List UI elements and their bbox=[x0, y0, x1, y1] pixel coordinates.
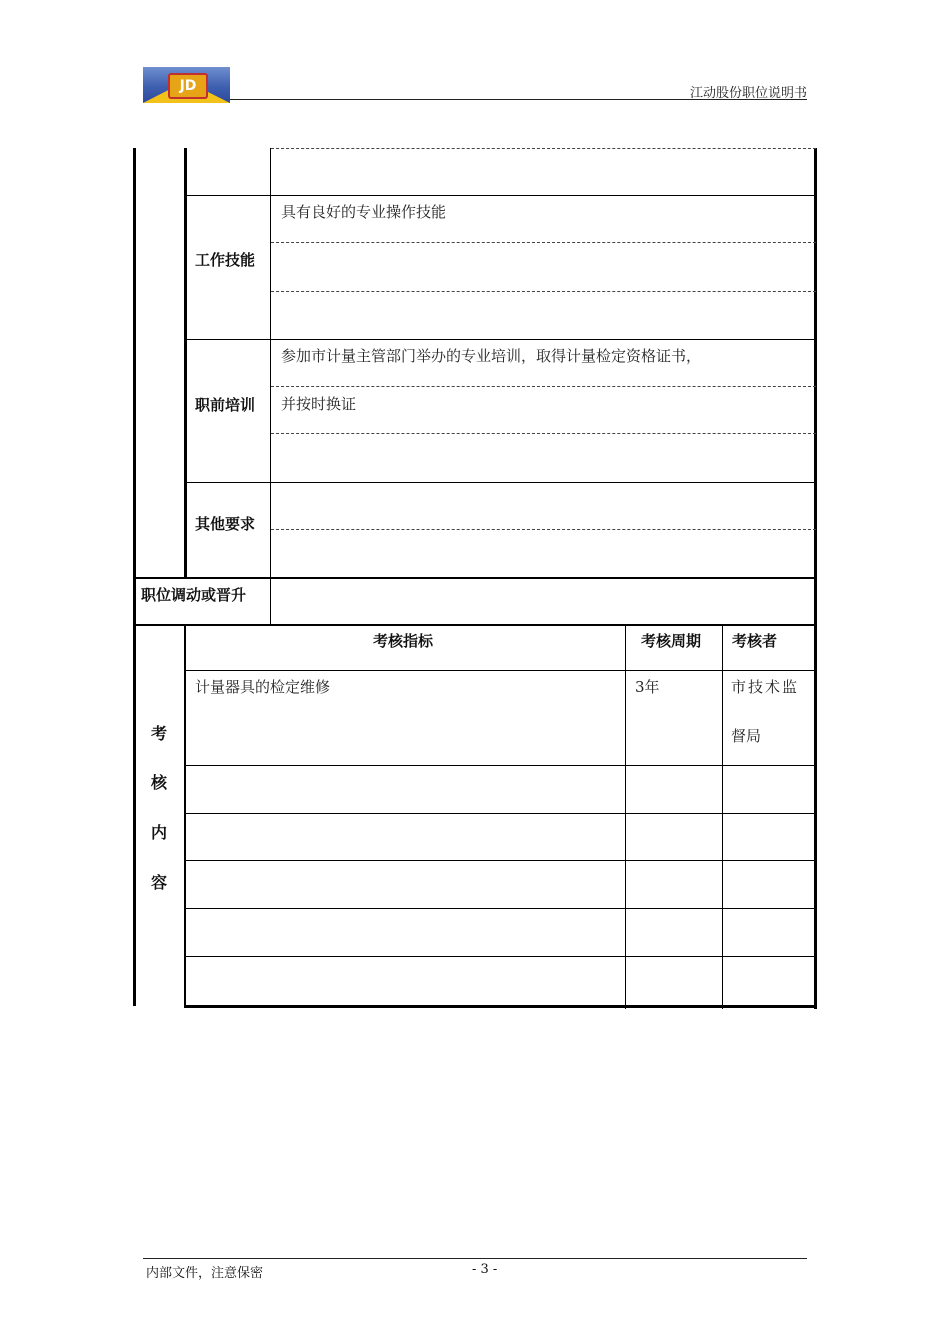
footer-rule bbox=[143, 1258, 807, 1259]
training-line-2: 并按时换证 bbox=[281, 395, 357, 413]
label-other-requirements: 其他要求 bbox=[195, 515, 256, 533]
job-description-table bbox=[133, 148, 818, 1008]
page-number: - 3 - bbox=[472, 1262, 498, 1277]
assessment-side-char-1: 考 bbox=[151, 724, 168, 743]
document-title: 江动股份职位说明书 bbox=[689, 86, 807, 101]
period-cell: 3年 bbox=[635, 678, 660, 696]
indicator-cell: 计量器具的检定维修 bbox=[195, 678, 331, 696]
assessment-side-char-2: 核 bbox=[151, 773, 168, 792]
label-pre-job-training: 职前培训 bbox=[195, 396, 256, 414]
label-promotion: 职位调动或晋升 bbox=[141, 586, 247, 604]
skills-line-1: 具有良好的专业操作技能 bbox=[281, 203, 447, 221]
assessor-cell-line-1: 市技术监 bbox=[731, 678, 800, 696]
header-period: 考核周期 bbox=[641, 632, 702, 650]
label-work-skills: 工作技能 bbox=[195, 251, 256, 269]
header-assessor: 考核者 bbox=[732, 632, 778, 650]
header-indicator: 考核指标 bbox=[373, 632, 434, 650]
assessor-cell-line-2: 督局 bbox=[731, 727, 762, 745]
footer-confidential: 内部文件，注意保密 bbox=[146, 1266, 264, 1281]
assessment-side-char-3: 内 bbox=[151, 823, 168, 842]
training-line-1: 参加市计量主管部门举办的专业培训，取得计量检定资格证书， bbox=[281, 347, 702, 365]
assessment-side-char-4: 容 bbox=[151, 873, 168, 892]
company-logo: JD bbox=[143, 67, 230, 103]
